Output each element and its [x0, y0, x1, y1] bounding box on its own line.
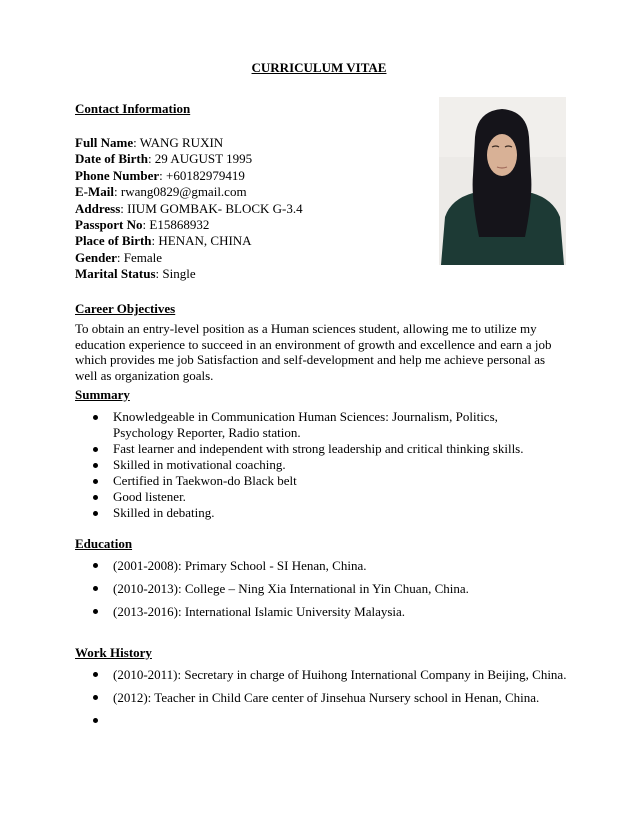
address-value: : IIUM GOMBAK- BLOCK G-3.4 [120, 200, 303, 216]
address-label: Address [75, 200, 121, 216]
summary-list [75, 409, 555, 521]
list-item [75, 709, 575, 732]
career-heading: Career Objectives [75, 301, 176, 316]
list-item: Good listener. [75, 489, 555, 505]
dob-value: : 29 AUGUST 1995 [147, 151, 253, 167]
gender-value: : Female [116, 249, 163, 265]
list-item: (2012): Teacher in Child Care center of Jinsehua Nursery school in Henan, China. [75, 686, 575, 709]
phone-row [75, 168, 303, 184]
dob-label: Date of Birth [75, 151, 148, 167]
contact-info [75, 135, 303, 283]
career-objectives-text: To obtain an entry-level position as a Human sciences student, allowing me to utilize my education experience to succeed in an environment of growth and excellence and earn a job which provides me job Satisfaction and self-development and help me achieve personal as well as organization goals. [75, 321, 552, 383]
list-item: (2010-2013): College – Ning Xia International in Yin Chuan, China. [75, 577, 555, 600]
passport-label: Passport No [75, 217, 143, 233]
education-list [75, 554, 555, 623]
marital-label: Marital Status [75, 266, 156, 282]
passport-row [75, 217, 303, 233]
phone-label: Phone Number [75, 167, 160, 183]
contact-heading: Contact Information [75, 101, 191, 116]
marital-value: : Single [155, 266, 196, 282]
work-history-list [75, 663, 575, 732]
full-name-label: Full Name [75, 135, 134, 150]
list-item: Knowledgeable in Communication Human Sciences: Journalism, Politics, Psychology Reporter, Radio station. [75, 409, 555, 441]
list-item: Fast learner and independent with strong leadership and critical thinking skills. [75, 441, 555, 457]
profile-photo [439, 97, 566, 265]
email-value: : rwang0829@gmail.com [114, 184, 247, 200]
summary-heading: Summary [75, 387, 130, 402]
phone-value: : +60182979419 [159, 167, 245, 183]
birthplace-value: : HENAN, CHINA [151, 233, 252, 249]
dob-row [75, 151, 303, 167]
birthplace-label: Place of Birth [75, 233, 152, 249]
list-item: Skilled in motivational coaching. [75, 457, 555, 473]
gender-label: Gender [75, 249, 117, 265]
list-item: (2013-2016): International Islamic University Malaysia. [75, 600, 555, 623]
email-label: E-Mail [75, 184, 114, 200]
profile-photo-image [439, 97, 566, 265]
birthplace-row [75, 233, 303, 249]
list-item: (2010-2011): Secretary in charge of Huihong International Company in Beijing, China. [75, 663, 575, 686]
gender-row [75, 250, 303, 266]
email-row [75, 184, 303, 200]
education-heading: Education [75, 536, 133, 551]
full-name-value: : WANG RUXIN [133, 135, 224, 150]
full-name-row [75, 135, 303, 151]
list-item: (2001-2008): Primary School - SI Henan, China. [75, 554, 555, 577]
document-title: CURRICULUM VITAE [251, 60, 387, 75]
list-item: Certified in Taekwon-do Black belt [75, 473, 555, 489]
list-item: Skilled in debating. [75, 505, 555, 521]
address-row [75, 201, 303, 217]
work-history-heading: Work History [75, 645, 152, 660]
marital-row [75, 266, 303, 282]
passport-value: : E15868932 [142, 217, 210, 233]
